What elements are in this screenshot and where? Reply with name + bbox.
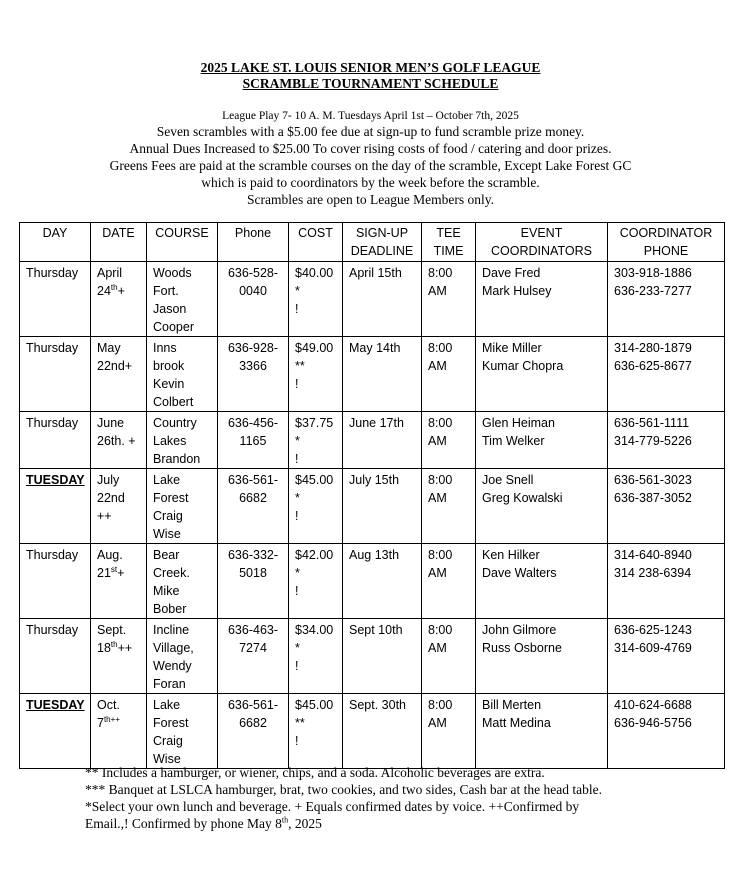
- deadline-cell: Aug 13th: [343, 544, 422, 619]
- course-cell: Inns brook Kevin Colbert: [147, 337, 218, 412]
- coordinator-phone-cell: 410-624-6688 636-946-5756: [608, 694, 725, 769]
- day-cell: TUESDAY: [20, 694, 91, 769]
- phone-cell: 636-561- 6682: [218, 694, 289, 769]
- footnote-3: *Select your own lunch and beverage. + Equals confirmed dates by voice. ++Confirmed by: [85, 799, 580, 814]
- course-cell: Country Lakes Brandon: [147, 412, 218, 469]
- tee-time-cell: 8:00 AM: [422, 694, 476, 769]
- date-cell: Sept. 18th++: [91, 619, 147, 694]
- coordinator-phone-cell: 636-561-3023 636-387-3052: [608, 469, 725, 544]
- phone-cell: 636-528- 0040: [218, 262, 289, 337]
- coordinators-cell: Mike Miller Kumar Chopra: [476, 337, 608, 412]
- header-course: COURSE: [147, 223, 218, 262]
- deadline-cell: June 17th: [343, 412, 422, 469]
- table-row: [20, 337, 725, 412]
- document-header: [0, 60, 741, 208]
- phone-cell: 636-463- 7274: [218, 619, 289, 694]
- footnote-2: *** Banquet at LSLCA hamburger, brat, two cookies, and two sides, Cash bar at the head table.: [85, 782, 602, 797]
- table-header-row: [20, 223, 725, 262]
- info-line-3: Greens Fees are paid at the scramble courses on the day of the scramble, Except Lake Forest GC: [109, 158, 632, 173]
- cost-cell: $34.00 * !: [289, 619, 343, 694]
- league-title: 2025 LAKE ST. LOUIS SENIOR MEN’S GOLF LEAGUE: [200, 60, 541, 75]
- cost-cell: $40.00 * !: [289, 262, 343, 337]
- coordinators-cell: Dave Fred Mark Hulsey: [476, 262, 608, 337]
- course-cell: Lake Forest Craig Wise: [147, 469, 218, 544]
- deadline-cell: April 15th: [343, 262, 422, 337]
- deadline-cell: Sept 10th: [343, 619, 422, 694]
- info-line-4: which is paid to coordinators by the week before the scramble.: [201, 175, 540, 190]
- table-row: [20, 619, 725, 694]
- cost-cell: $45.00 * !: [289, 469, 343, 544]
- date-cell: May 22nd+: [91, 337, 147, 412]
- date-cell: Oct. $7^{th++}$: [91, 694, 147, 769]
- tee-time-cell: 8:00 AM: [422, 337, 476, 412]
- phone-cell: 636-456- 1165: [218, 412, 289, 469]
- date-cell: Aug. 21st+: [91, 544, 147, 619]
- header-date: DATE: [91, 223, 147, 262]
- phone-cell: 636-928- 3366: [218, 337, 289, 412]
- table-row: [20, 412, 725, 469]
- info-line-2: Annual Dues Increased to $25.00 To cover rising costs of food / catering and door prizes.: [129, 141, 612, 156]
- league-play-info: League Play 7- 10 A. M. Tuesdays April 1st – October 7th, 2025: [222, 110, 519, 122]
- table-row: [20, 544, 725, 619]
- coordinators-cell: John Gilmore Russ Osborne: [476, 619, 608, 694]
- info-line-1: Seven scrambles with a $5.00 fee due at sign-up to fund scramble prize money.: [156, 124, 585, 139]
- tee-time-cell: 8:00 AM: [422, 262, 476, 337]
- phone-cell: 636-561- 6682: [218, 469, 289, 544]
- coordinator-phone-cell: 314-280-1879 636-625-8677: [608, 337, 725, 412]
- header-coordinator-phone: COORDINATOR PHONE: [608, 223, 725, 262]
- header-day: DAY: [20, 223, 91, 262]
- tee-time-cell: 8:00 AM: [422, 544, 476, 619]
- coordinators-cell: Bill Merten Matt Medina: [476, 694, 608, 769]
- date-cell: June 26th. +: [91, 412, 147, 469]
- course-cell: Lake Forest Craig Wise: [147, 694, 218, 769]
- schedule-table: [19, 222, 725, 769]
- coordinators-cell: Glen Heiman Tim Welker: [476, 412, 608, 469]
- header-cost: COST: [289, 223, 343, 262]
- deadline-cell: May 14th: [343, 337, 422, 412]
- day-cell: Thursday: [20, 412, 91, 469]
- date-cell: July 22nd ++: [91, 469, 147, 544]
- day-cell: Thursday: [20, 544, 91, 619]
- coordinator-phone-cell: 303-918-1886 636-233-7277: [608, 262, 725, 337]
- deadline-cell: July 15th: [343, 469, 422, 544]
- day-cell: Thursday: [20, 262, 91, 337]
- course-cell: Woods Fort. Jason Cooper: [147, 262, 218, 337]
- coordinator-phone-cell: 314-640-8940 314 238-6394: [608, 544, 725, 619]
- table-row: [20, 469, 725, 544]
- header-phone: Phone: [218, 223, 289, 262]
- footnote-4: Email.,! Confirmed by phone May 8th, 2025: [85, 815, 322, 831]
- info-line-5: Scrambles are open to League Members only.: [247, 192, 494, 207]
- footer-notes: [85, 764, 685, 832]
- tee-time-cell: 8:00 AM: [422, 619, 476, 694]
- tee-time-cell: 8:00 AM: [422, 412, 476, 469]
- cost-cell: $37.75 * !: [289, 412, 343, 469]
- deadline-cell: Sept. 30th: [343, 694, 422, 769]
- footnote-1: ** Includes a hamburger, or wiener, chips, and a soda. Alcoholic beverages are extra.: [85, 765, 545, 780]
- header-tee-time: TEE TIME: [422, 223, 476, 262]
- table-row: [20, 262, 725, 337]
- header-signup-deadline: SIGN-UP DEADLINE: [343, 223, 422, 262]
- day-cell: Thursday: [20, 619, 91, 694]
- coordinator-phone-cell: 636-561-1111 314-779-5226: [608, 412, 725, 469]
- coordinators-cell: Ken Hilker Dave Walters: [476, 544, 608, 619]
- phone-cell: 636-332- 5018: [218, 544, 289, 619]
- table-row: [20, 694, 725, 769]
- header-event-coordinators: EVENT COORDINATORS: [476, 223, 608, 262]
- date-cell: April 24th+: [91, 262, 147, 337]
- day-cell: Thursday: [20, 337, 91, 412]
- day-cell: TUESDAY: [20, 469, 91, 544]
- cost-cell: $42.00 * !: [289, 544, 343, 619]
- cost-cell: $49.00 ** !: [289, 337, 343, 412]
- course-cell: Incline Village, Wendy Foran: [147, 619, 218, 694]
- tee-time-cell: 8:00 AM: [422, 469, 476, 544]
- cost-cell: $45.00 ** !: [289, 694, 343, 769]
- coordinators-cell: Joe Snell Greg Kowalski: [476, 469, 608, 544]
- course-cell: Bear Creek. Mike Bober: [147, 544, 218, 619]
- coordinator-phone-cell: 636-625-1243 314-609-4769: [608, 619, 725, 694]
- schedule-title: SCRAMBLE TOURNAMENT SCHEDULE: [242, 76, 499, 91]
